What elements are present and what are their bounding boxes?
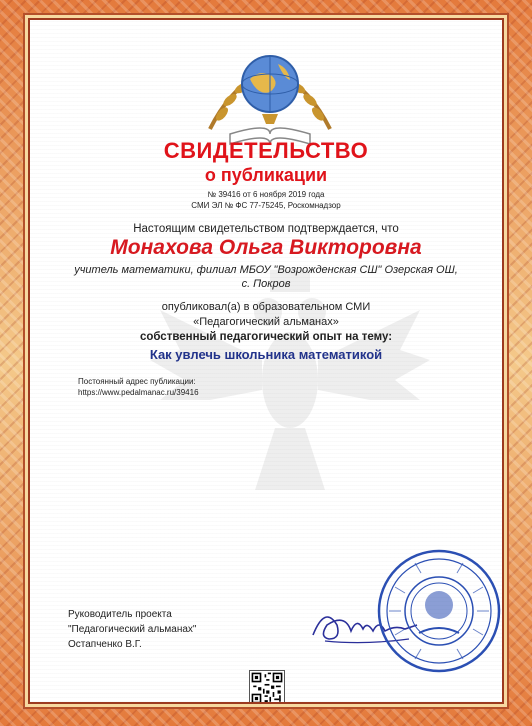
published-line-2: «Педагогический альманах» [193,316,339,328]
recipient-position: учитель математики, филиал МБОУ "Возрожденская СШ" Озерская ОШ, с. Покров [74,264,458,290]
head-project-line: "Педагогический альманах" [68,624,197,635]
certificate-inner-frame [28,18,504,704]
qr-code-icon[interactable] [249,670,285,704]
media-license: СМИ ЭЛ № ФС 77-75245, Роскомнадзор [191,201,341,210]
certificate-subtitle: о публикации [204,165,328,185]
head-title-line: Руководитель проекта [68,609,172,620]
round-blue-stamp-icon [375,547,503,675]
publication-topic: Как увлечь школьника математикой [149,347,383,362]
certificate-title: СВИДЕТЕЛЬСТВО [163,138,369,163]
published-line-1: опубликовал(а) в образовательном СМИ [161,301,371,313]
recipient-name: Монахова Ольга Викторовна [110,236,422,259]
head-name-line: Остапченко В.Г. [68,639,142,650]
book-globe-laurel-icon [200,34,340,154]
confirmation-text: Настоящим свидетельством подтверждается, что [133,223,399,235]
publication-url[interactable]: https://www.pedalmanac.ru/39416 [78,388,199,397]
topic-label: собственный педагогический опыт на тему: [139,331,393,343]
registration-number: № 39416 от 6 ноября 2019 года [207,190,325,199]
address-label: Постоянный адрес публикации: [78,377,196,386]
